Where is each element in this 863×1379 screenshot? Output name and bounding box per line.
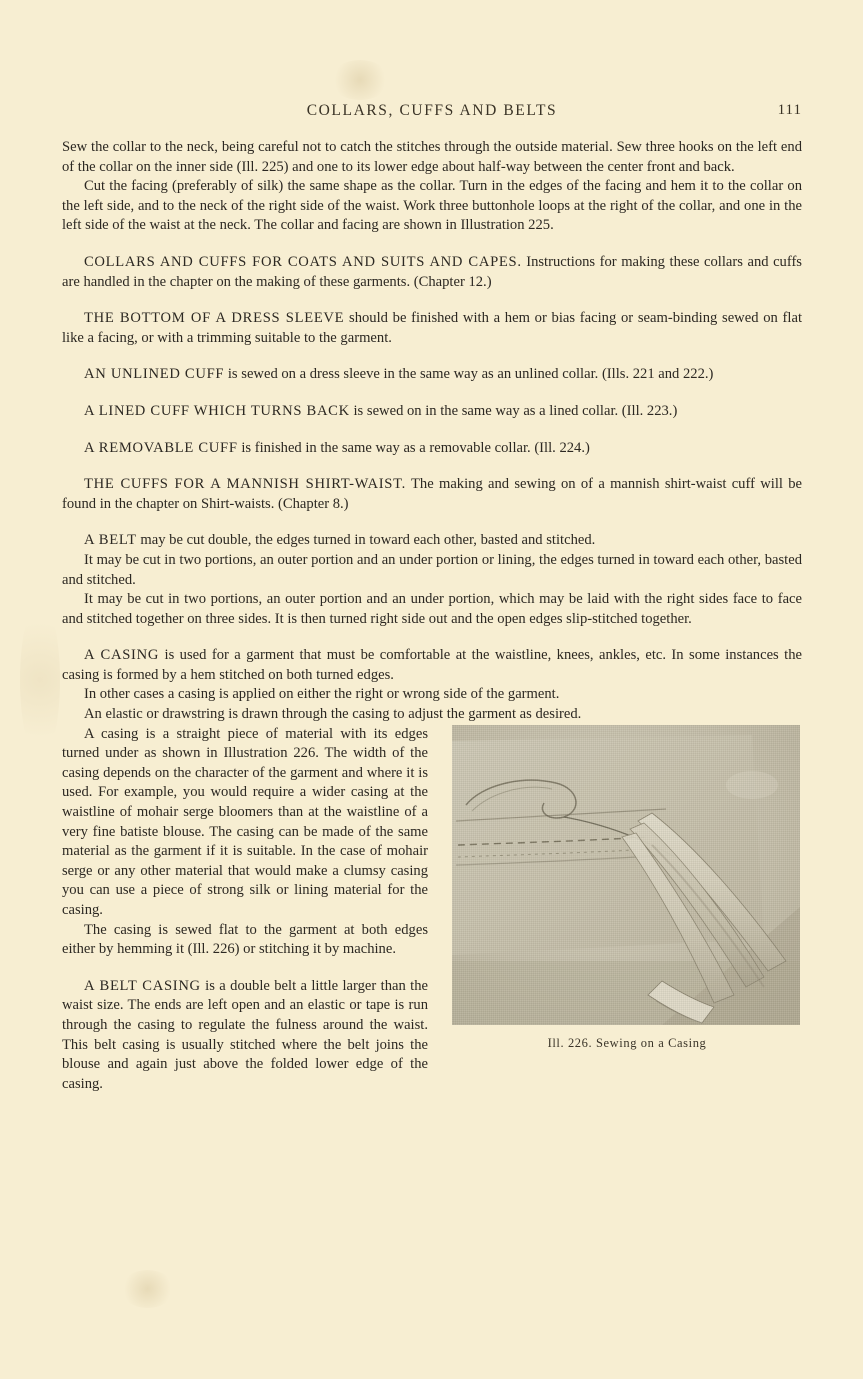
section-heading: AN UNLINED CUFF	[84, 366, 225, 383]
page-header	[62, 102, 802, 122]
section-heading: A LINED CUFF WHICH TURNS BACK	[84, 402, 350, 419]
casing-text-and-figure	[62, 725, 802, 1095]
paragraph: Cut the facing (preferably of silk) the same shape as the collar. Turn in the edges of the facing and hem it to the collar on the left side, and to the neck of the right side of the waist. Work three buttonhole loops at the right of the collar, and one in the left side of the waist at the neck. The collar and facing are shown in Illustration 225.	[62, 178, 802, 234]
figure-caption: Ill. 226. Sewing on a Casing	[547, 1035, 707, 1050]
section-body: should be finished with a hem or bias facing or seam-binding sewed on flat like a facing, or with a trimming suitable to the garment.	[62, 310, 802, 346]
section-casing	[62, 646, 802, 685]
section-belt	[62, 531, 802, 551]
paragraph: It may be cut in two portions, an outer portion and an under portion, which may be laid with the right sides face to face and stitched together on three sides. It is then turned right side out and the open edges slip-stitched together.	[62, 591, 802, 627]
figure-grain-overlay	[452, 725, 800, 1025]
paragraph: It may be cut in two portions, an outer portion and an under portion or lining, the edges turned in toward each other, basted and stitched.	[62, 551, 802, 588]
section-body: The making and sewing on of a mannish shirt-waist cuff will be found in the chapter on Shirt-waists. (Chapter 8.)	[62, 476, 802, 512]
section-heading: A CASING	[84, 647, 160, 664]
section-heading: COLLARS AND CUFFS FOR COATS AND SUITS AND CAPES.	[84, 253, 522, 270]
body-text	[62, 138, 802, 1094]
section-heading: THE CUFFS FOR A MANNISH SHIRT-WAIST.	[84, 476, 406, 493]
paper-stain	[330, 60, 390, 100]
paragraph: A casing is a straight piece of material with its edges turned under as shown in Illustration 226. The width of the casing depends on the character of the garment and where it is used. For example, you would require a wider casing at the waistline of mohair serge bloomers than at the waistline of a very fine batiste blouse. The casing can be made of the same material as the garment if it is suitable. In the case of mohair serge or any other material that would make a clumsy casing you can use a piece of strong silk or lining material for the casing.	[62, 725, 428, 918]
paper-stain	[120, 1270, 175, 1308]
section-body: is finished in the same way as a removable collar. (Ill. 224.)	[237, 439, 590, 456]
section-body: is sewed on in the same way as a lined collar. (Ill. 223.)	[349, 402, 678, 419]
section-body: is used for a garment that must be comfortable at the waistline, knees, ankles, etc. In some instances the casing is formed by a hem stitched on both turned edges.	[62, 647, 802, 683]
paragraph: In other cases a casing is applied on either the right or wrong side of the garment.	[84, 686, 560, 703]
section-belt-casing	[62, 977, 428, 1095]
section-heading: A REMOVABLE CUFF	[84, 439, 238, 456]
section-lined-cuff	[62, 402, 802, 422]
running-head: COLLARS, CUFFS AND BELTS	[306, 102, 558, 119]
section-body: is sewed on a dress sleeve in the same way as an unlined collar. (Ills. 221 and 222.)	[224, 366, 714, 383]
paragraph: An elastic or drawstring is drawn through the casing to adjust the garment as desired.	[84, 706, 582, 723]
section-heading: THE BOTTOM OF A DRESS SLEEVE	[84, 310, 345, 327]
section-unlined-cuff	[62, 365, 802, 385]
paragraph: The casing is sewed flat to the garment at both edges either by hemming it (Ill. 226) or stitching it by machine.	[62, 921, 428, 958]
section-removable-cuff	[62, 439, 802, 459]
section-heading: A BELT CASING	[84, 977, 201, 994]
wrapped-text-column	[62, 725, 428, 1095]
section-heading: A BELT	[84, 532, 137, 549]
figure-image	[452, 725, 800, 1025]
section-collars-cuffs-coats	[62, 253, 802, 292]
section-body: Instructions for making these collars and cuffs are handled in the chapter on the making of these garments. (Chapter 12.)	[62, 253, 802, 290]
section-body: is a double belt a little larger than the waist size. The ends are left open and an elastic or tape is run through the casing to regulate the fulness around the waist. This belt casing is usually stitched where the belt joins the blouse and again just above the folded lower edge of the casing.	[62, 977, 428, 1092]
figure-226	[452, 725, 802, 1054]
page-number: 111	[777, 102, 802, 118]
section-bottom-dress-sleeve	[62, 309, 802, 348]
paper-stain	[20, 600, 60, 760]
section-mannish-shirt-waist-cuffs	[62, 475, 802, 514]
paragraph: Sew the collar to the neck, being careful not to catch the stitches through the outside material. Sew three hooks on the left end of the collar on the inner side (Ill. 225) and one to its lower edge about half-way between the center front and back.	[62, 139, 802, 175]
section-body: may be cut double, the edges turned in toward each other, basted and stitched.	[136, 532, 596, 549]
